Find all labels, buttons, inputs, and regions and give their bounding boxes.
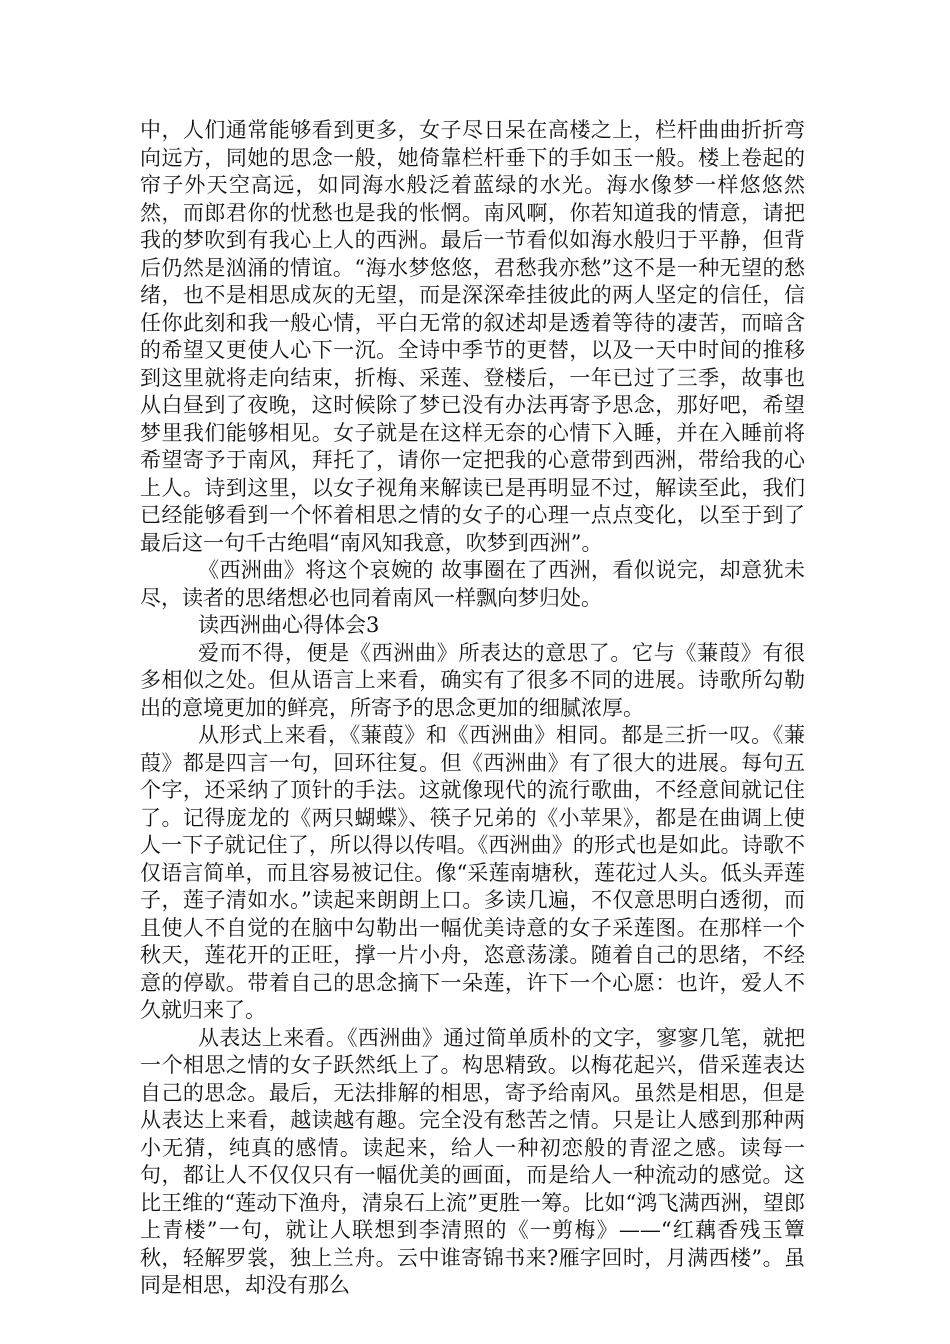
body-paragraph: 爱而不得，便是《西洲曲》所表达的意思了。它与《蒹葭》有很多相似之处。但从语言上来看，确实有了很多不同的进展。诗歌所勾勒出的意境更加的鲜亮，所寄予的思念更加的细腻浓厚。 — [140, 640, 805, 720]
body-paragraph-continuation: 中，人们通常能够看到更多，女子尽日呆在高楼之上，栏杆曲曲折折弯向远方，同她的思念一般，她倚靠栏杆垂下的手如玉一般。楼上卷起的帘子外天空高远，如同海水般泛着蓝绿的水光。海水像梦一样悠悠然然，而郎君你的忧愁也是我的怅惘。南风啊，你若知道我的情意，请把我的梦吹到有我心上人的西洲。最后一节看似如海水般归于平静，但背后仍然是汹涌的情谊。“海水梦悠悠，君愁我亦愁”这不是一种无望的愁绪，也不是相思成灰的无望，而是深深牵挂彼此的两人坚定的信任，信任你此刻和我一般心情，平白无常的叙述却是透着等待的凄苦，而暗含的希望又更使人心下一沉。全诗中季节的更替，以及一天中时间的推移到这里就将走向结束，折梅、采莲、登楼后，一年已过了三季，故事也从白昼到了夜晚，这时候除了梦已没有办法再寄予思念，那好吧，希望梦里我们能够相见。女子就是在这样无奈的心情下入睡，并在入睡前将希望寄予于南风，拜托了，请你一定把我的心意带到西洲，带给我的心上人。诗到这里，以女子视角来解读已是再明显不过，解读至此，我们已经能够看到一个怀着相思之情的女子的心理一点点变化，以至于到了最后这一句千古绝唱“南风知我意，吹梦到西洲”。 — [140, 118, 805, 555]
section-heading: 读西洲曲心得体会3 — [198, 613, 380, 637]
body-paragraph: 从表达上来看。《西洲曲》通过简单质朴的文字，寥寥几笔，就把一个相思之情的女子跃然纸上了。构思精致。以梅花起兴，借采莲表达自己的思念。最后，无法排解的相思，寄予给南风。虽然是相思，但是从表达上来看，越读越有趣。完全没有愁苦之情。只是让人感到那种两小无猜，纯真的感情。读起来，给人一种初恋般的青涩之感。读每一句，都让人不仅仅只有一幅优美的画面，而是给人一种流动的感觉。这比王维的“莲动下渔舟，清泉石上流”更胜一筹。比如“鸿飞满西洲，望郎上青楼”一句，就让人联想到李清照的《一剪梅》——“红藕香残玉簟秋，轻解罗裳，独上兰舟。云中谁寄锦书来?雁字回时，月满西楼”。虽同是相思，却没有那么 — [140, 1025, 805, 1297]
body-paragraph: 从形式上来看，《蒹葭》和《西洲曲》相同。都是三折一叹。《蒹葭》都是四言一句，回环往复。但《西洲曲》有了很大的进展。每句五个字，还采纳了顶针的手法。这就像现代的流行歌曲，不经意间就记住了。记得庞龙的《两只蝴蝶》、筷子兄弟的《小苹果》，都是在曲调上使人一下子就记住了，所以得以传唱。《西洲曲》的形式也是如此。诗歌不仅语言简单，而且容易被记住。像“采莲南塘秋，莲花过人头。低头弄莲子，莲子清如水。”读起来朗朗上口。多读几遍，不仅意思明白透彻，而且使人不自觉的在脑中勾勒出一幅优美诗意的女子采莲图。在那样一个秋天，莲花开的正旺，撑一片小舟，恣意荡漾。随着自己的思绪，不经意的停歇。带着自己的思念摘下一朵莲，许下一个心愿：也许，爱人不久就归来了。 — [140, 723, 805, 1022]
body-paragraph: 《西洲曲》将这个哀婉的 故事圈在了西洲，看似说完，却意犹未尽，读者的思绪想必也同着南风一样飘向梦归处。 — [140, 558, 805, 610]
document-page — [140, 117, 805, 1300]
